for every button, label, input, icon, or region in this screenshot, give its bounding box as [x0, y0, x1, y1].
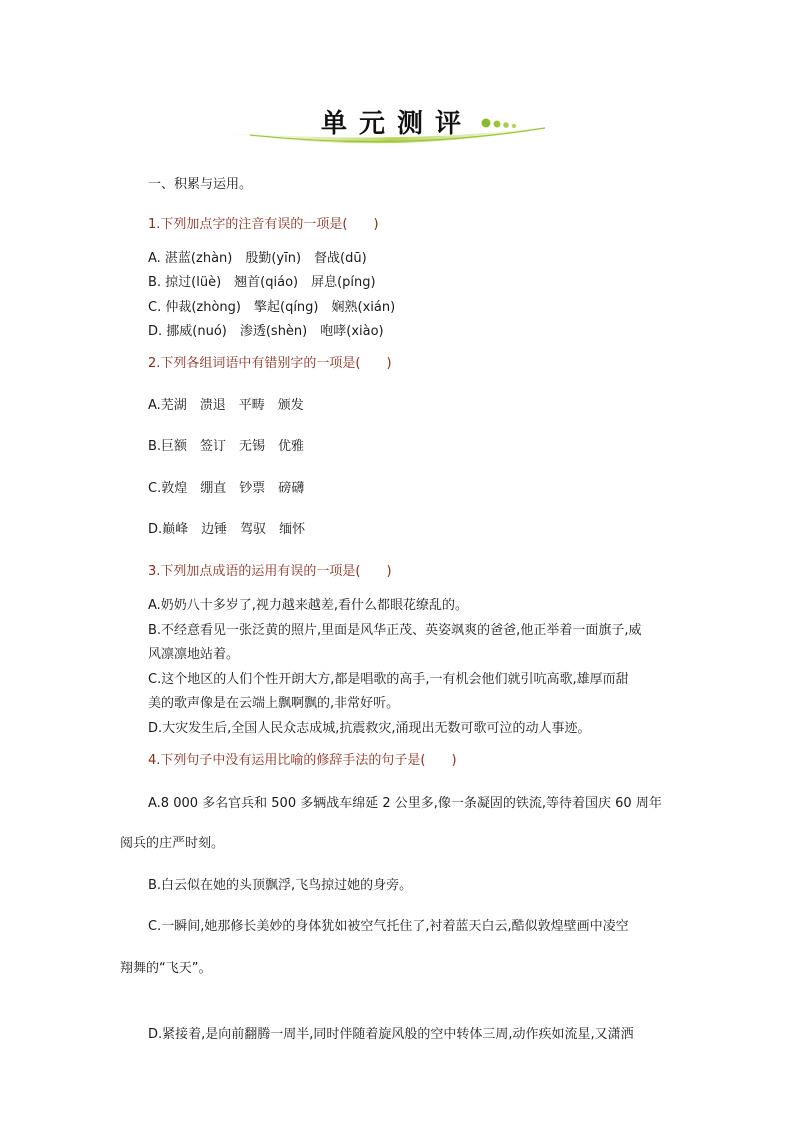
page-title: 单元测评 [320, 109, 473, 139]
question-4-stem: 4.下列句子中没有运用比喻的修辞手法的句子是( ) [148, 753, 457, 768]
q3-option-b-line1: B.不经意看见一张泛黄的照片,里面是风华正茂、英姿飒爽的爸爸,他正举着一面旗子,威 [148, 623, 642, 638]
q3-option-b-line2: 风凛凛地站着。 [148, 647, 240, 662]
q1-option-d: D. 挪威(nuó) 渗透(shèn) 咆哮(xiào) [148, 324, 384, 339]
q3-option-c-line2: 美的歌声像是在云端上飘啊飘的,非常好听。 [148, 696, 400, 711]
q4-option-d-line1: D.紧接着,是向前翻腾一周半,同时伴随着旋风般的空中转体三周,动作疾如流星,又潇洒 [148, 1027, 634, 1042]
q4-option-a-line1: A.8 000 多名官兵和 500 多辆战车绵延 2 公里多,像一条凝固的铁流,等待着国庆 60 周年 [148, 796, 662, 811]
q4-option-c-line2: 翔舞的“飞天”。 [120, 961, 212, 976]
q2-option-d: D.巅峰 边锤 驾驭 缅怀 [148, 522, 306, 537]
q4-option-c-line1: C.一瞬间,她那修长美妙的身体犹如被空气托住了,衬着蓝天白云,酷似敦煌壁画中凌空 [148, 919, 629, 934]
q4-option-b: B.白云似在她的头顶飘浮,飞鸟掠过她的身旁。 [148, 878, 413, 893]
question-3-stem: 3.下列加点成语的运用有误的一项是( ) [148, 564, 392, 579]
q4-option-a-line2: 阅兵的庄严时刻。 [120, 836, 225, 851]
q3-option-c-line1: C.这个地区的人们个性开朗大方,都是唱歌的高手,一有机会他们就引吭高歌,雄厚而甜 [148, 672, 629, 687]
q2-option-c: C.敦煌 绷直 钞票 磅礴 [148, 481, 305, 496]
question-2-stem: 2.下列各组词语中有错别字的一项是( ) [148, 356, 392, 371]
q3-option-d: D.大灾发生后,全国人民众志成城,抗震救灾,涌现出无数可歌可泣的动人事迹。 [148, 721, 591, 736]
q1-option-c: C. 仲裁(zhòng) 擎起(qíng) 娴熟(xián) [148, 300, 396, 315]
question-1-stem: 1.下列加点字的注音有误的一项是( ) [148, 217, 379, 232]
q2-option-a: A.芜湖 溃退 平畴 颁发 [148, 398, 304, 413]
q1-option-a: A. 湛蓝(zhàn) 殷勤(yīn) 督战(dū) [148, 251, 367, 266]
q3-option-a: A.奶奶八十多岁了,视力越来越差,看什么都眼花缭乱的。 [148, 598, 469, 613]
q2-option-b: B.巨额 签订 无锡 优雅 [148, 439, 305, 454]
section-heading: 一、积累与运用。 [148, 177, 253, 192]
q1-option-b: B. 掠过(lüè) 翘首(qiáo) 屏息(píng) [148, 275, 376, 290]
